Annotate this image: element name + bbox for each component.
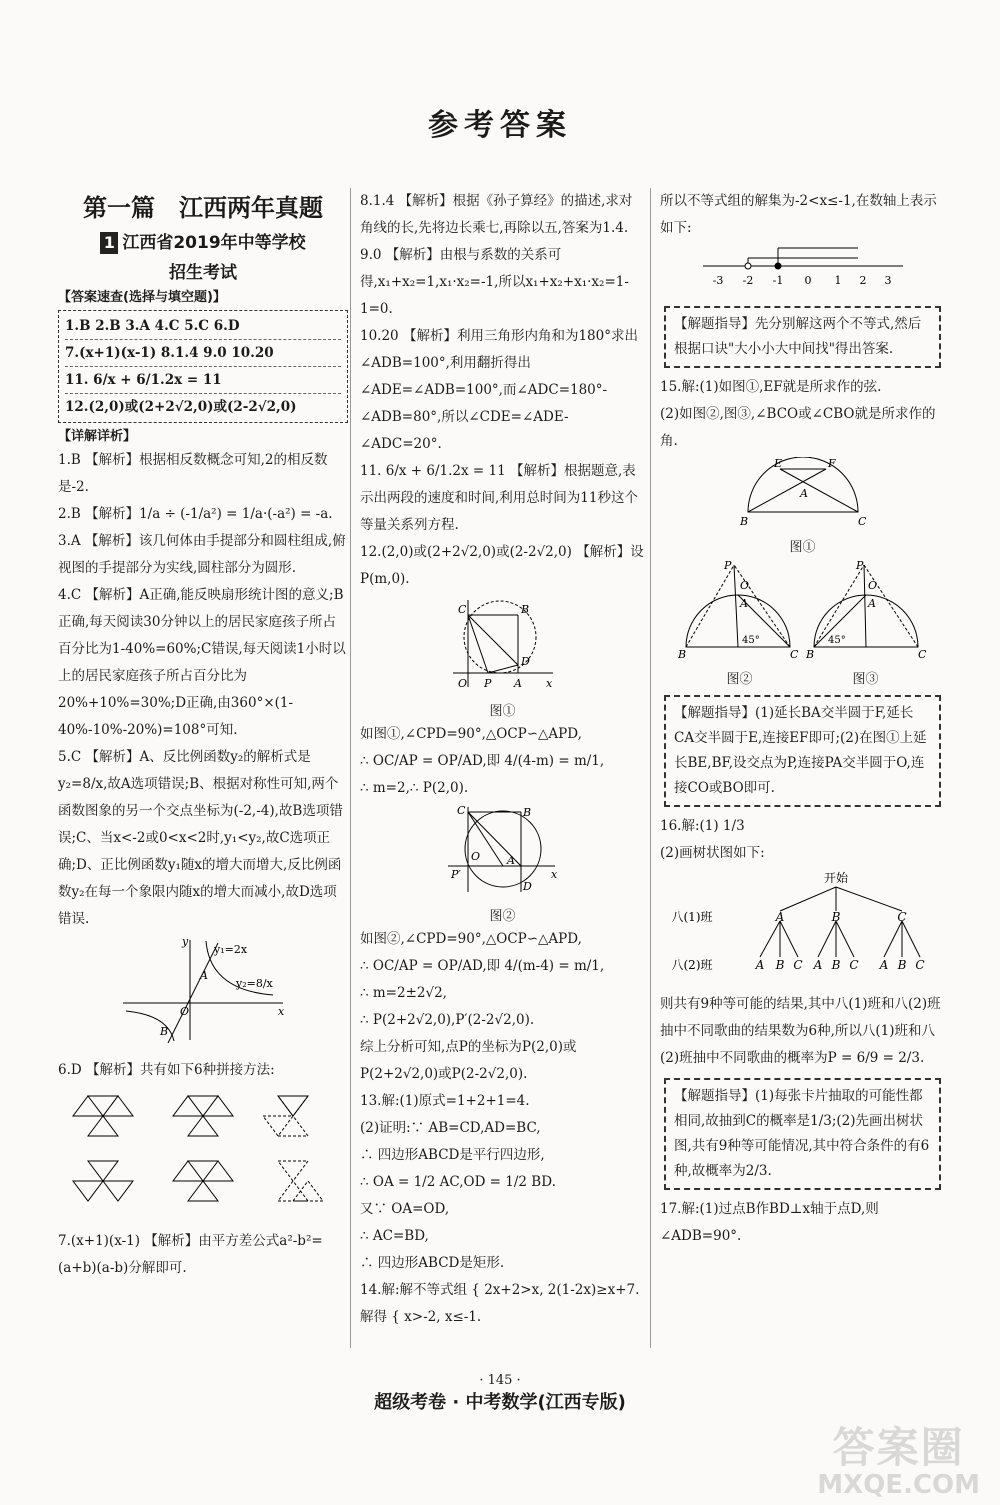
point-label: E xyxy=(773,457,782,470)
figure-caption: 图② xyxy=(726,672,753,687)
tree-diagram xyxy=(660,869,945,989)
semicircle-figure-1 xyxy=(660,457,945,537)
answer-item: 16.解:(1) 1/3 xyxy=(660,818,745,834)
figure-1-circle xyxy=(360,595,645,701)
tree-leaf: B xyxy=(897,958,906,972)
curve-label: y₂=8/x xyxy=(236,977,273,990)
answer-item: 7.(x+1)(x-1) 【解析】由平方差公式a²-b²=(a+b)(a-b)分解即可. xyxy=(58,1233,323,1276)
point-label: D xyxy=(520,655,530,668)
answer-item: 6.D 【解析】共有如下6种拼接方法: xyxy=(58,1062,275,1078)
section-title-line2: 招生考试 xyxy=(169,263,237,283)
point-label: O xyxy=(867,579,877,592)
text-line: (2)证明:∵ AB=CD,AD=BC, xyxy=(360,1120,541,1136)
angle-label: 45° xyxy=(827,635,846,646)
quick-row: 12.(2,0)或(2+2√2,0)或(2-2√2,0) xyxy=(65,399,297,415)
text-line: ∴ 四边形ABCD是矩形. xyxy=(360,1255,505,1271)
figure-caption: 图③ xyxy=(852,672,879,687)
quick-row: 1.B 2.B 3.A 4.C 5.C 6.D xyxy=(65,313,341,340)
tick-label: 2 xyxy=(859,274,866,287)
watermark-logo: 答案圈 xyxy=(832,1423,965,1472)
point-label: D xyxy=(522,880,532,893)
text-line: 则共有9种等可能的结果,其中八(1)班和八(2)班抽中不同歌曲的结果数为6种,所以八(1)班和八(2)班抽中不同歌曲的概率为P = 6/9 = 2/3. xyxy=(660,996,941,1066)
watermark-url: MXQE.COM xyxy=(817,1470,980,1500)
point-label-a: A xyxy=(200,969,208,982)
page-title: 参考答案 xyxy=(428,108,572,143)
text-line: 又∵ OA=OD, xyxy=(360,1201,450,1217)
point-label: A xyxy=(867,597,876,610)
quick-row: 11. 6/x + 6/1.2x = 11 xyxy=(65,367,341,394)
answer-item: 1.B 【解析】根据相反数概念可知,2的相反数是-2. xyxy=(58,452,328,495)
text-line: ∴ P(2+2√2,0),P′(2-2√2,0). xyxy=(360,1012,535,1028)
tree-node: C xyxy=(896,910,907,924)
text-line: 如图②,∠CPD=90°,△OCP∽△APD, xyxy=(360,931,582,947)
tick-label: 3 xyxy=(884,274,891,287)
text-line: (2)画树状图如下: xyxy=(660,845,765,861)
text-line: 解得 { x>-2, x≤-1. xyxy=(360,1309,482,1325)
tree-row-label: 八(1)班 xyxy=(671,910,712,924)
point-label: C xyxy=(917,648,926,659)
figure-caption: 图① xyxy=(789,540,816,555)
text-line: 综上分析可知,点P的坐标为P(2,0)或P(2+2√2,0)或P(2-2√2,0). xyxy=(360,1039,577,1082)
point-label: A xyxy=(506,854,515,867)
origin-label: O xyxy=(180,1005,190,1018)
tree-leaf: A xyxy=(879,958,888,972)
tree-leaf: B xyxy=(775,958,784,972)
answer-item: 5.C 【解析】A、反比例函数y₂的解析式是y₂=8/x,故A选项错误;B、根据对称性可知,两个函数图象的另一个交点坐标为(-2,-4),故B选项错误;C、当x<-2或0<x<2时,y₁<y₂,故C选项正确;D、正比例函数y₁随x的增大而增大,反比例函数y₂在每一个象限内随x的增大而减小,故D选项错误. xyxy=(58,749,343,927)
point-label-b: B xyxy=(160,1025,169,1038)
column-divider xyxy=(350,188,351,1348)
answer-item: 14.解:解不等式组 { 2x+2>x, 2(1-2x)≥x+7. xyxy=(360,1282,640,1298)
tree-leaf: A xyxy=(813,958,822,972)
tick-label: -3 xyxy=(712,274,723,287)
point-label: A xyxy=(513,677,522,690)
tree-leaf: C xyxy=(914,958,925,972)
point-label: C xyxy=(457,603,466,616)
tree-row-label: 八(2)班 xyxy=(671,958,712,972)
section-title: 江西省2019年中等学校 xyxy=(122,233,306,253)
tick-label: 1 xyxy=(834,274,841,287)
part-heading: 第一篇 江西两年真题 xyxy=(83,194,323,222)
point-label: A xyxy=(799,487,808,500)
text-line: ∴ m=2,∴ P(2,0). xyxy=(360,780,469,796)
column-1 xyxy=(58,188,348,1282)
semicircle-figures-2-3 xyxy=(660,559,945,669)
point-label: F xyxy=(827,457,836,470)
quick-row: 7.(x+1)(x-1) 8.1.4 9.0 10.20 xyxy=(65,340,341,367)
point-label: O xyxy=(470,850,480,863)
solution-guide-box: 【解题指导】(1)延长BA交半圆于F,延长CA交半圆于E,连接EF即可;(2)在图①上延长BE,BF,设交点为P,连接PA交半圆于O,连接CO或BO即可. xyxy=(664,695,941,807)
line-label: y₁=2x xyxy=(214,943,248,956)
text-line: ∴ OC/AP = OP/AD,即 4/(4-m) = m/1, xyxy=(360,753,605,769)
answer-item: 13.解:(1)原式=1+2+1=4. xyxy=(360,1093,530,1109)
tree-node: A xyxy=(775,910,784,924)
answer-item: 9.0 【解析】由根与系数的关系可得,x₁+x₂=1,x₁·x₂=-1,所以x₁+x₂+x₁·x₂=1-1=0. xyxy=(360,247,629,317)
tree-node: B xyxy=(831,910,840,924)
figure-captions-row xyxy=(660,671,945,689)
tree-leaf: B xyxy=(831,958,840,972)
watermark xyxy=(817,1425,980,1499)
column-3 xyxy=(660,188,945,1250)
point-label: x xyxy=(545,677,552,690)
number-line xyxy=(660,244,945,300)
tree-leaf: C xyxy=(848,958,859,972)
page-footer xyxy=(0,1372,1000,1416)
tick-label: 0 xyxy=(804,274,811,287)
text-line: ∴ AC=BD, xyxy=(360,1228,429,1244)
text-line: ∴ 四边形ABCD是平行四边形, xyxy=(360,1147,545,1163)
figure-2-circle xyxy=(360,804,645,906)
text-line: 如图①,∠CPD=90°,△OCP∽△APD, xyxy=(360,726,582,742)
axis-label-x: x xyxy=(278,1005,285,1018)
answer-item: 10.20 【解析】利用三角形内角和为180°求出∠ADB=100°,利用翻折得出∠ADE=∠ADB=100°,而∠ADC=180°-∠ADB=80°,所以∠CDE=∠ADE-∠ADC=20°. xyxy=(360,328,638,452)
answer-item: 12.(2,0)或(2+2√2,0)或(2-2√2,0) 【解析】设P(m,0). xyxy=(360,544,644,587)
tick-label: -1 xyxy=(772,274,783,287)
figure-caption: 图① xyxy=(489,704,516,719)
function-graph xyxy=(58,935,348,1055)
point-label: B xyxy=(805,648,814,659)
tree-root: 开始 xyxy=(823,871,848,885)
point-label: O xyxy=(457,677,467,690)
point-label: P xyxy=(855,559,863,572)
point-label: B xyxy=(520,603,529,616)
column-2 xyxy=(360,188,645,1331)
text-line: ∴ m=2±2√2, xyxy=(360,985,447,1001)
point-label: P′ xyxy=(450,868,461,881)
answer-item: 2.B 【解析】1/a ÷ (-1/a²) = 1/a·(-a²) = -a. xyxy=(58,506,333,522)
quick-label: 【答案速查(选择与填空题)】 xyxy=(58,290,226,305)
detail-label: 【详解详析】 xyxy=(58,429,137,444)
point-label: B xyxy=(522,806,531,819)
book-title: 超级考卷 · 中考数学(江西专版) xyxy=(374,1392,626,1413)
column-divider xyxy=(650,188,651,1348)
axis-label-y: y xyxy=(182,935,189,948)
text-line: (2)如图②,图③,∠BCO或∠CBO就是所求作的角. xyxy=(660,406,936,449)
point-label: C xyxy=(789,648,798,659)
point-label: B xyxy=(739,515,748,527)
tree-leaf: C xyxy=(792,958,803,972)
page-number: · 145 · xyxy=(479,1373,521,1388)
answer-item: 3.A 【解析】该几何体由手提部分和圆柱组成,俯视图的手提部分为实线,圆柱部分为圆形. xyxy=(58,533,346,576)
point-label: C xyxy=(456,804,465,817)
point-label: B xyxy=(677,648,686,659)
answer-item: 15.解:(1)如图①,EF就是所求作的弦. xyxy=(660,379,882,395)
text-line: ∴ OC/AP = OP/AD,即 4/(m-4) = m/1, xyxy=(360,958,605,974)
text-line: 所以不等式组的解集为-2<x≤-1,在数轴上表示如下: xyxy=(660,193,937,236)
triangle-tilings xyxy=(58,1086,348,1226)
point-label: x xyxy=(550,868,557,881)
tick-label: -2 xyxy=(742,274,753,287)
answer-item: 4.C 【解析】A正确,能反映扇形统计图的意义;B正确,每天阅读30分钟以上的居民家庭孩子所占百分比为1-40%=60%;C错误,每天阅读1小时以上的居民家庭孩子所占百分比为20%+10%=30%;D正确,由360°×(1-40%-10%-20%)=108°可知. xyxy=(58,587,346,738)
quick-answers-box xyxy=(58,310,348,423)
solution-guide-box: 【解题指导】先分别解这两个不等式,然后根据口诀"大小小大中间找"得出答案. xyxy=(664,306,941,368)
point-label: P xyxy=(723,559,731,572)
answer-item: 8.1.4 【解析】根据《孙子算经》的描述,求对角线的长,先将边长乘七,再除以五,答案为1.4. xyxy=(360,193,633,236)
tree-leaf: A xyxy=(755,958,764,972)
point-label: O xyxy=(739,579,749,592)
solution-guide-box: 【解题指导】(1)每张卡片抽取的可能性都相同,故抽到C的概率是1/3;(2)先画出树状图,共有9种等可能情况,其中符合条件的有6种,故概率为2/3. xyxy=(664,1078,941,1190)
answer-item: 17.解:(1)过点B作BD⊥x轴于点D,则∠ADB=90°. xyxy=(660,1201,879,1244)
point-label: A xyxy=(739,597,748,610)
point-label: P xyxy=(483,677,491,690)
answer-item: 11. 6/x + 6/1.2x = 11 【解析】根据题意,表示出两段的速度和时间,利用总时间为11秒这个等量关系列方程. xyxy=(360,463,638,533)
angle-label: 45° xyxy=(741,635,760,646)
section-heading xyxy=(58,228,348,258)
section-number: 1 xyxy=(100,232,118,254)
point-label: C xyxy=(857,515,866,527)
text-line: ∴ OA = 1/2 AC,OD = 1/2 BD. xyxy=(360,1174,556,1190)
figure-caption: 图② xyxy=(489,909,516,924)
